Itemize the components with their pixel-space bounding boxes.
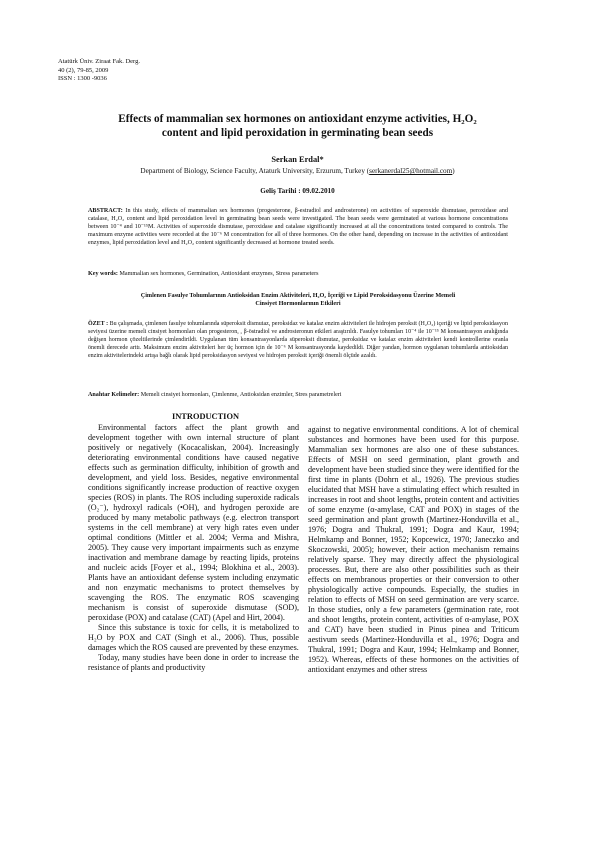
turkish-title-line-2: Cinsiyet Hormonlarının Etkileri [255,300,341,308]
abstract [88,207,508,247]
journal-issn: ISSN : 1300 -9036 [58,75,107,83]
author-name: Serkan Erdal* [271,155,324,164]
paper-title-line-1: Effects of mammalian sex hormones on antioxidant enzyme activities, H₂O₂ [118,113,477,125]
abstract-text: In this study, effects of mammalian sex hormones (progesterone, β-estradiol and androsterone) on activities of superoxide dismutase, peroxidase and catalase, H₂O₂ content and lipid peroxidation level in germinating bean seeds were investigated. The bean seeds were germinated at various hormone concentrations between 10⁻⁴ and 10⁻¹⁵M. Activities of superoxide dismutase, peroxidase and catalase significantly increased at all the concentrations tested compared to controls. The maximum enzyme activities were recorded at the 10⁻⁶ M concentration for all of three hormones. On the other hand, depending on increase in the activities of antioxidant enzymes, lipid peroxidation level and H₂O₂ content significantly decreased at hormone treated seeds. [88,208,508,246]
turkish-title [88,292,508,309]
keywords-label: Key words: [88,271,118,277]
left-column [88,423,299,673]
intro-paragraph: Today, many studies have been done in order to increase the resistance of plants and productivity [88,653,299,672]
journal-name: Atatürk Üniv. Ziraat Fak. Derg. [58,58,140,65]
ozet-label: ÖZET : [88,321,109,327]
right-column [308,425,519,675]
abstract-label: ABSTRACT: [88,208,123,214]
received-date: Geliş Tarihi : 09.02.2010 [260,187,335,195]
ozet-text: Bu çalışmada, çimlenen fasulye tohumlarında süperoksit dismutaz, peroksidaz ve katalaz enzim aktiviteleri ile hidrojen peroksit (H₂O₂) içeriği ve lipid peroksidasyon seviyesi üzerine memeli cinsiyet hormonları olan progesteron, , β-östradiol ve androsteronun etkileri araştırıldı. Fasulye tohumları 10⁻⁴ ile 10⁻¹⁵ M konsantrasyon aralığında değişen hormon çözeltilerinde çimlendirildi. Uygulanan tüm konsantrasyonlarda süperoksit dismutaz, peroksidaz ve katalaz enzim aktiviteleri kendi kontrollerine oranla önemli derecede arttı. Maksimum enzim aktiviteleri her üç hormon için de 10⁻⁶ M konsantrasyonda kaydedildi. Diğer yandan, hormon uygulanan tohumlarda antioksidan enzim aktivitelerindeki artışa bağlı olarak lipid peroksidasyon seviyesi ve hidrojen peroksit içeriği önemli ölçüde azaldı. [88,321,509,360]
intro-paragraph: against to negative environmental conditions. A lot of chemical substances and hormones have been used for this purpose. Mammalian sex hormones are also one of these substances. Effects of MSH on seed germination, plant growth and development have been studied since they were identified for the first time in plants (Dohrn et al., 1926). The previous studies elucidated that MSH have a stimulating effect which resulted in increases in root and shoot lengths, protein content and activities of some enzyme (α-amylase, CAT and POX) in stages of the seed germination and plant growth (Martinez-Honduvilla et al., 1976; Dogra and Thukral, 1991; Dogra and Kaur, 1994; Helmkamp and Bonner, 1952; Kopcewicz, 1970; Janeczko and Skoczowski, 2005); however, their action mechanism remains relatively sparse. They may directly affect the physiological processes. But, there are also other possibilities such as their effects on membranous properties or their conversion to other physiologically active compounds. Especially, the studies in relation to effects of MSH on seed germination are very scarce. In those studies, only a few parameters (germination rate, root and shoot lengths, protein content, activities of α-amylase, POX and CAT) have been studied in Pinus pinea and Triticum aestivum seeds (Martinez-Honduvilla et al., 1976; Dogra and Thukral, 1991; Dogra and Kaur, 1994; Helmkamp and Bonner, 1952). Whereas, effects of these hormones on the activities of antioxidant enzymes and other stress [308,425,519,674]
introduction-heading: INTRODUCTION [172,412,240,421]
intro-paragraph: Since this substance is toxic for cells, it is metabolized to H₂O by POX and CAT (Singh et al., 2006). Thus, possible damages which the ROS caused are prevented by these enzymes. [88,623,299,652]
paper-title [60,113,535,140]
keywords-text: Mammalian sex hormones, Germination, Antioxidant enzymes, Stress parameters [119,271,319,277]
anahtar-text: Memeli cinsiyet hormonları, Çimlenme, Antioksidan enzimler, Stres parametreleri [140,392,342,398]
intro-paragraph: Environmental factors affect the plant growth and development together with own internal structure of plant positively or negatively (Kocacaliskan, 2004). Increasingly deteriorating environmental conditions have caused negative effects such as germination difficulty, inhibition of growth and development, and yield loss. Besides, negative environmental conditions significantly increase production of reactive oxygen species (ROS) in plants. The ROS including superoxide radicals (O₂⁻), hydroxyl radicals (•OH), and hydrogen peroxide are produced by many metabolic pathways (e.g. electron transport systems in the cell membrane) at very high rates even under optimal conditions (Mittler et al. 2004; Verma and Mishra, 2005). They cause very important impairments such as enzyme inactivation and membrane damage by reacting lipids, proteins and nucleic acids [Foyer et al., 1994; Blokhina et al., 2003). Plants have an antioxidant defense system including enzymatic and non enzymatic mechanisms to protect themselves by scavenging the ROS. The enzymatic ROS scavenging mechanism is consist of superoxide dismutase (SOD), peroxidase (POX) and catalase (CAT) (Apel and Hirt, 2004). [88,423,299,622]
journal-volume: 40 (2), 79-85, 2009 [58,66,109,74]
author-email-link[interactable]: serkanerdal25@hotmail.com [369,167,453,175]
affiliation-close: ) [452,167,455,175]
anahtar-label: Anahtar Kelimeler: [88,392,140,398]
paper-title-line-2: content and lipid peroxidation in germinating bean seeds [161,126,434,139]
keywords [88,271,508,277]
turkish-keywords [88,392,508,398]
author-affiliation [60,167,535,175]
turkish-title-line-1: Çimlenen Fasulye Tohumlarının Antioksidan Enzim Aktiviteleri, H₂O₂ İçeriği ve Lipid Peroksidasyonu Üzerine Memeli [140,292,456,299]
journal-header [58,58,140,84]
affiliation-text: Department of Biology, Science Faculty, Ataturk University, Erzurum, Turkey ( [140,167,370,175]
turkish-abstract [88,320,508,360]
